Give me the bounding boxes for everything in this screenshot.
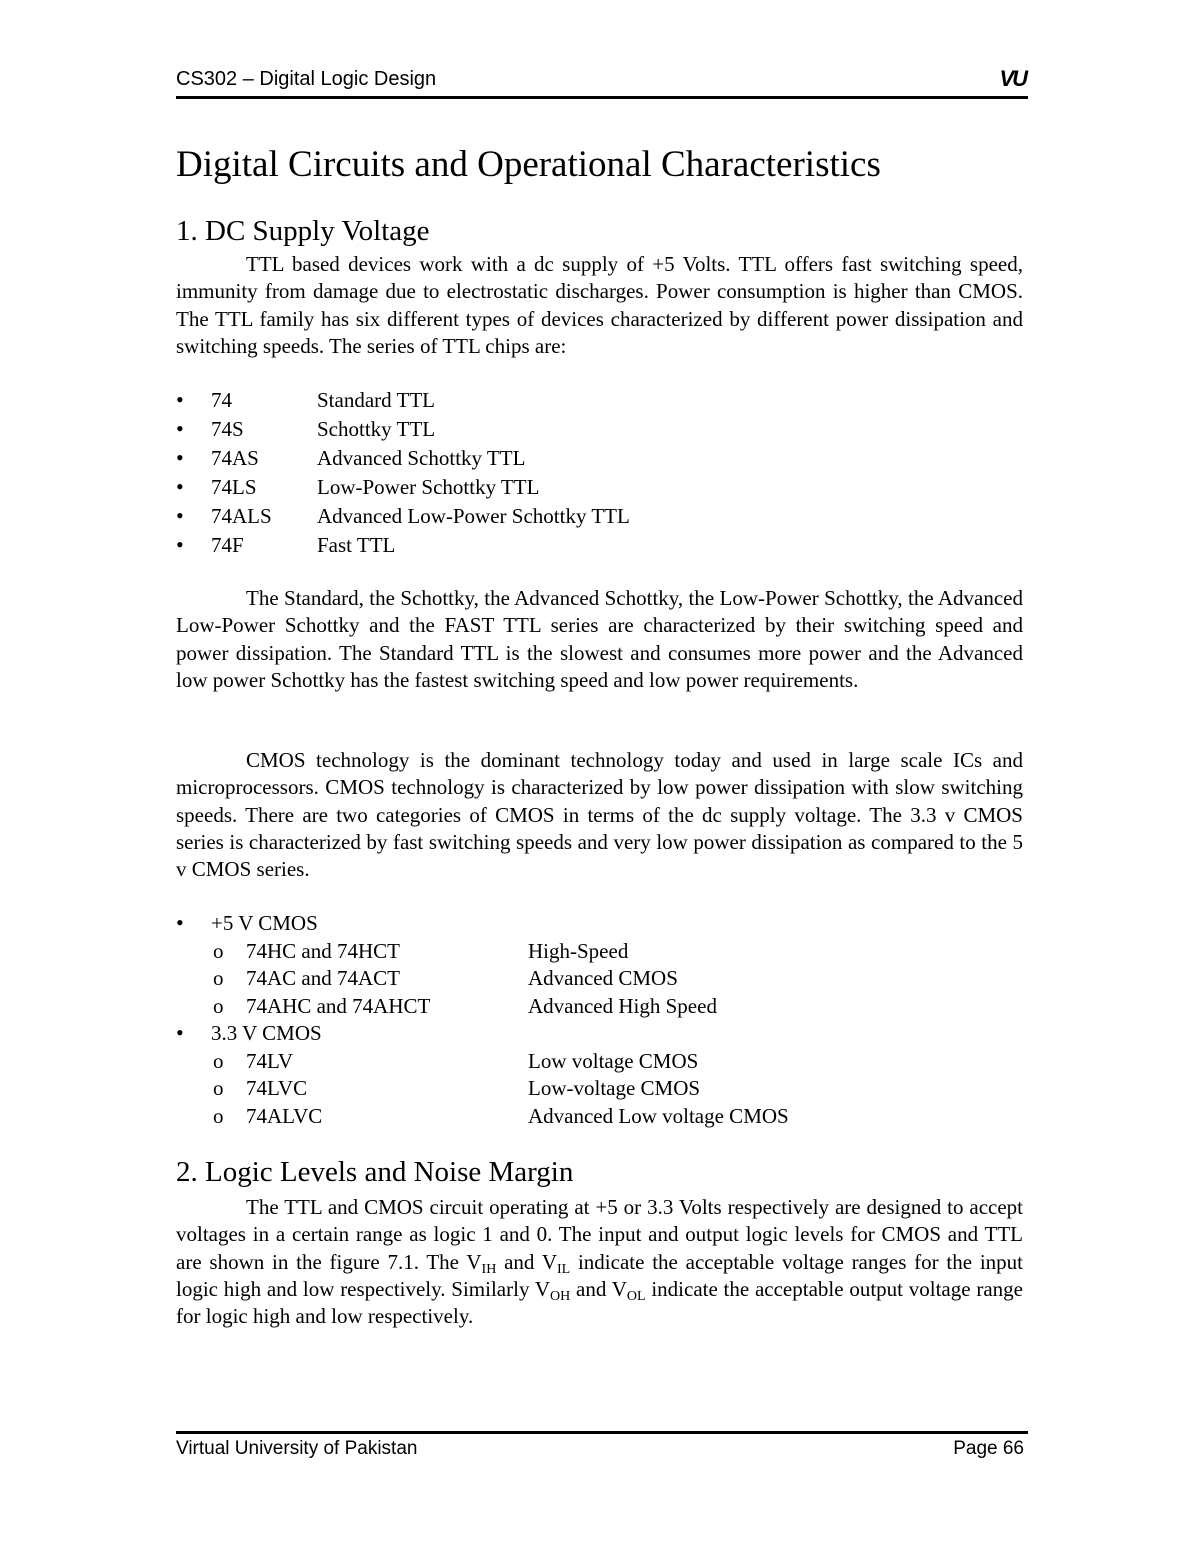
bullet-icon: • — [176, 1020, 184, 1045]
subscript-il: IL — [556, 1261, 571, 1277]
series-name: Fast TTL — [317, 533, 396, 557]
cmos-group-label: +5 V CMOS — [211, 911, 318, 935]
sub-bullet-icon: o — [213, 1076, 224, 1100]
bullet-icon: • — [176, 474, 184, 499]
subscript-ol: OL — [626, 1288, 646, 1304]
series-name: Standard TTL — [317, 388, 436, 412]
series-name: Low-voltage CMOS — [528, 1076, 701, 1100]
sub-bullet-icon: o — [213, 938, 224, 963]
series-code: 74LS — [211, 475, 257, 499]
series-name: Low-Power Schottky TTL — [317, 475, 540, 499]
paragraph-ttl-comparison — [176, 585, 1023, 694]
bullet-icon: • — [176, 532, 184, 557]
bullet-icon: • — [176, 416, 184, 441]
bullet-icon: • — [176, 387, 184, 412]
section-heading-logic-levels: 2. Logic Levels and Noise Margin — [176, 1156, 574, 1188]
paragraph-logic-levels — [176, 1194, 1023, 1330]
sub-bullet-icon: o — [213, 993, 224, 1018]
series-name: Advanced Low-Power Schottky TTL — [317, 504, 630, 528]
series-name: Advanced CMOS — [528, 966, 678, 990]
paragraph-text-b: and — [496, 1249, 542, 1274]
series-code: 74 — [211, 388, 232, 412]
bullet-icon: • — [176, 503, 184, 528]
series-code: 74S — [211, 417, 244, 441]
page-header — [176, 68, 1028, 99]
voltage-symbol: V — [611, 1276, 627, 1301]
paragraph-text-d: and — [570, 1276, 612, 1301]
voltage-symbol: V — [466, 1249, 482, 1274]
section-heading-dc-supply: 1. DC Supply Voltage — [176, 215, 430, 247]
series-name: Advanced Schottky TTL — [317, 446, 526, 470]
paragraph-ttl-intro — [176, 251, 1023, 360]
paragraph-text-e: indicate the acceptable output voltage range for logic high and low respectively. — [176, 1276, 1023, 1329]
page-number: Page 66 — [953, 1438, 1024, 1459]
series-code: 74ALS — [211, 504, 272, 528]
cmos-group-label: 3.3 V CMOS — [211, 1021, 322, 1045]
series-code: 74ALVC — [246, 1103, 323, 1128]
series-code: 74AS — [211, 446, 259, 470]
sub-bullet-icon: o — [213, 1103, 224, 1128]
paragraph-text: TTL based devices work with a dc supply of +5 Volts. TTL offers fast switching speed, immunity from damage due to electrostatic discharges. Power consumption is higher than CMOS. The TTL family has six different types of devices characterized by different power dissipation and switching speeds. The series of TTL chips are: — [176, 252, 1023, 358]
bullet-icon: • — [176, 910, 184, 935]
series-name: Low voltage CMOS — [528, 1048, 699, 1073]
paragraph-text: CMOS technology is the dominant technology today and used in large scale ICs and microprocessors. CMOS technology is characterized by low power dissipation with slow switching speeds. There are two categories of CMOS in terms of the dc supply voltage. The 3.3 v CMOS series is characterized by fast switching speeds and very low power dissipation as compared to the 5 v CMOS series. — [176, 748, 1023, 882]
course-title: CS302 – Digital Logic Design — [176, 68, 437, 90]
series-code: 74AC and 74ACT — [246, 966, 400, 990]
paragraph-text-a: The TTL and CMOS circuit operating at +5 or 3.3 Volts respectively are designed to accept voltages in a certain range as logic 1 and 0. The input and output logic levels for CMOS and TTL are shown in the figure 7.1. The — [176, 1195, 1023, 1274]
subscript-ih: IH — [481, 1261, 497, 1277]
sub-bullet-icon: o — [213, 1048, 224, 1073]
page-title: Digital Circuits and Operational Characteristics — [176, 144, 881, 185]
vu-logo: VU — [999, 66, 1026, 91]
series-name: Advanced Low voltage CMOS — [528, 1103, 789, 1128]
paragraph-cmos-intro — [176, 747, 1023, 883]
subscript-oh: OH — [550, 1288, 571, 1304]
series-name: High-Speed — [528, 938, 629, 963]
series-code: 74HC and 74HCT — [246, 938, 400, 963]
voltage-symbol: V — [541, 1249, 557, 1274]
series-code: 74LVC — [246, 1076, 308, 1100]
bullet-icon: • — [176, 445, 184, 470]
page-footer — [176, 1431, 1028, 1459]
series-name: Advanced High Speed — [528, 993, 717, 1018]
voltage-symbol: V — [534, 1276, 551, 1301]
sub-bullet-icon: o — [213, 966, 224, 990]
paragraph-text-c: indicate the acceptable voltage ranges for the input logic high and low respectively. Similarly — [176, 1249, 1023, 1301]
series-code: 74AHC and 74AHCT — [246, 993, 431, 1018]
series-code: 74F — [211, 533, 244, 557]
footer-university: Virtual University of Pakistan — [176, 1438, 418, 1459]
paragraph-text: The Standard, the Schottky, the Advanced Schottky, the Low-Power Schottky, the Advanced Low-Power Schottky and the FAST TTL series are characterized by their switching speed and power dissipation. The Standard TTL is the slowest and consumes more power and the Advanced low power Schottky has the fastest switching speed and low power requirements. — [176, 586, 1023, 692]
series-code: 74LV — [246, 1048, 294, 1073]
series-name: Schottky TTL — [317, 417, 436, 441]
